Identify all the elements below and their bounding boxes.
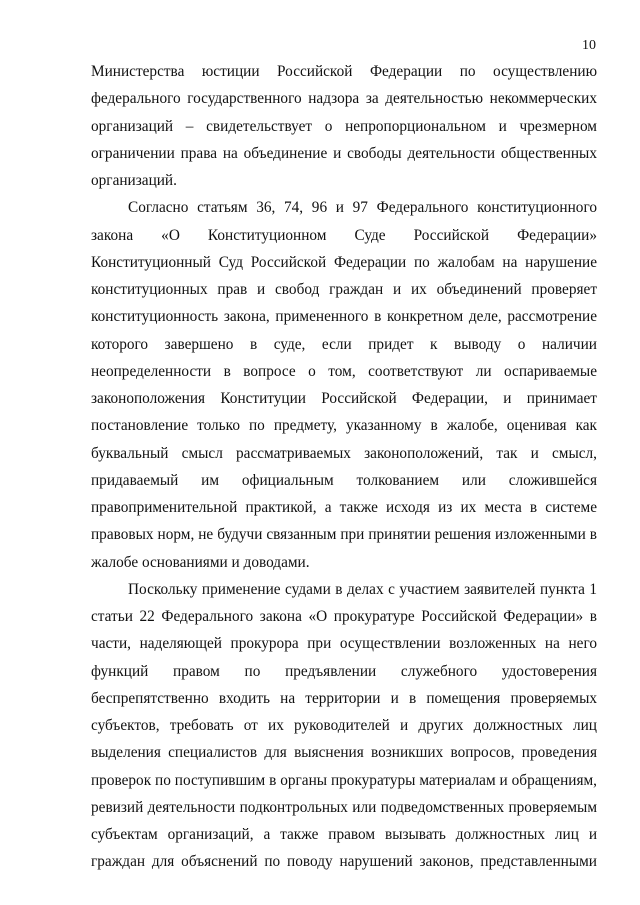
text-line: функций правом по предъявлении служебного удостоверения: [91, 662, 597, 680]
text-line: беспрепятственно входить на территории и в помещения проверяемых: [91, 689, 597, 707]
text-line: статьи 22 Федерального закона «О прокуратуре Российской Федерации» в: [91, 608, 597, 625]
text-line: части, наделяющей прокурора при осуществлении возложенных на него: [91, 635, 597, 653]
text-line: правоприменительной практикой, а также исходя из их места в системе: [91, 499, 597, 516]
text-line: ограничении права на объединение и свободы деятельности общественных: [91, 144, 597, 162]
paragraph-1: [91, 58, 597, 194]
text-line: выделения специалистов для выяснения возникших вопросов, проведения: [91, 744, 597, 762]
text-line: федерального государственного надзора за деятельностью некоммерческих: [91, 90, 597, 108]
text-line: постановление только по предмету, указанному в жалобе, оценивая как: [91, 417, 597, 435]
text-line: правовых норм, не будучи связанным при принятии решения изложенными в: [91, 526, 597, 544]
text-line: проверок по поступившим в органы прокуратуры материалам и обращениям,: [91, 771, 597, 789]
text-line: жалобе основаниями и доводами.: [91, 553, 310, 571]
text-line: организаций – свидетельствует о непропорциональном и чрезмерном: [91, 117, 597, 135]
document-body: [91, 58, 597, 876]
text-line: субъектов, требовать от их руководителей и других должностных лиц: [91, 717, 597, 734]
text-line: придаваемый им официальным толкованием или сложившейся: [91, 471, 597, 489]
page-number: 10: [582, 38, 596, 53]
text-line: конституционных прав и свобод граждан и их объединений проверяет: [91, 281, 597, 298]
text-line: неопределенности в вопросе о том, соответствуют ли оспариваемые: [91, 362, 597, 380]
paragraph-2: [91, 194, 597, 576]
text-line: конституционность закона, примененного в конкретном деле, рассмотрение: [91, 308, 597, 326]
text-line: закона «О Конституционном Суде Российской Федерации»: [91, 226, 597, 244]
text-line: Согласно статьям 36, 74, 96 и 97 Федерального конституционного: [128, 199, 597, 217]
text-line: Министерства юстиции Российской Федерации по осуществлению: [91, 63, 597, 80]
text-line: ревизий деятельности подконтрольных или подведомственных проверяемым: [91, 798, 597, 816]
text-line: которого завершено в суде, если придет к выводу о наличии: [91, 335, 597, 353]
paragraph-3: [91, 576, 597, 876]
text-line: буквальный смысл рассматриваемых законоположений, так и смысл,: [91, 444, 597, 462]
text-line: законоположения Конституции Российской Федерации, и принимает: [91, 390, 597, 407]
text-line: граждан для объяснений по поводу нарушений законов, представленными: [91, 853, 597, 871]
text-line: организаций.: [91, 172, 177, 189]
text-line: Поскольку применение судами в делах с участием заявителей пункта 1: [128, 580, 597, 598]
text-line: Конституционный Суд Российской Федерации по жалобам на нарушение: [91, 253, 597, 271]
text-line: субъектам организаций, а также правом вызывать должностных лиц и: [91, 826, 597, 843]
